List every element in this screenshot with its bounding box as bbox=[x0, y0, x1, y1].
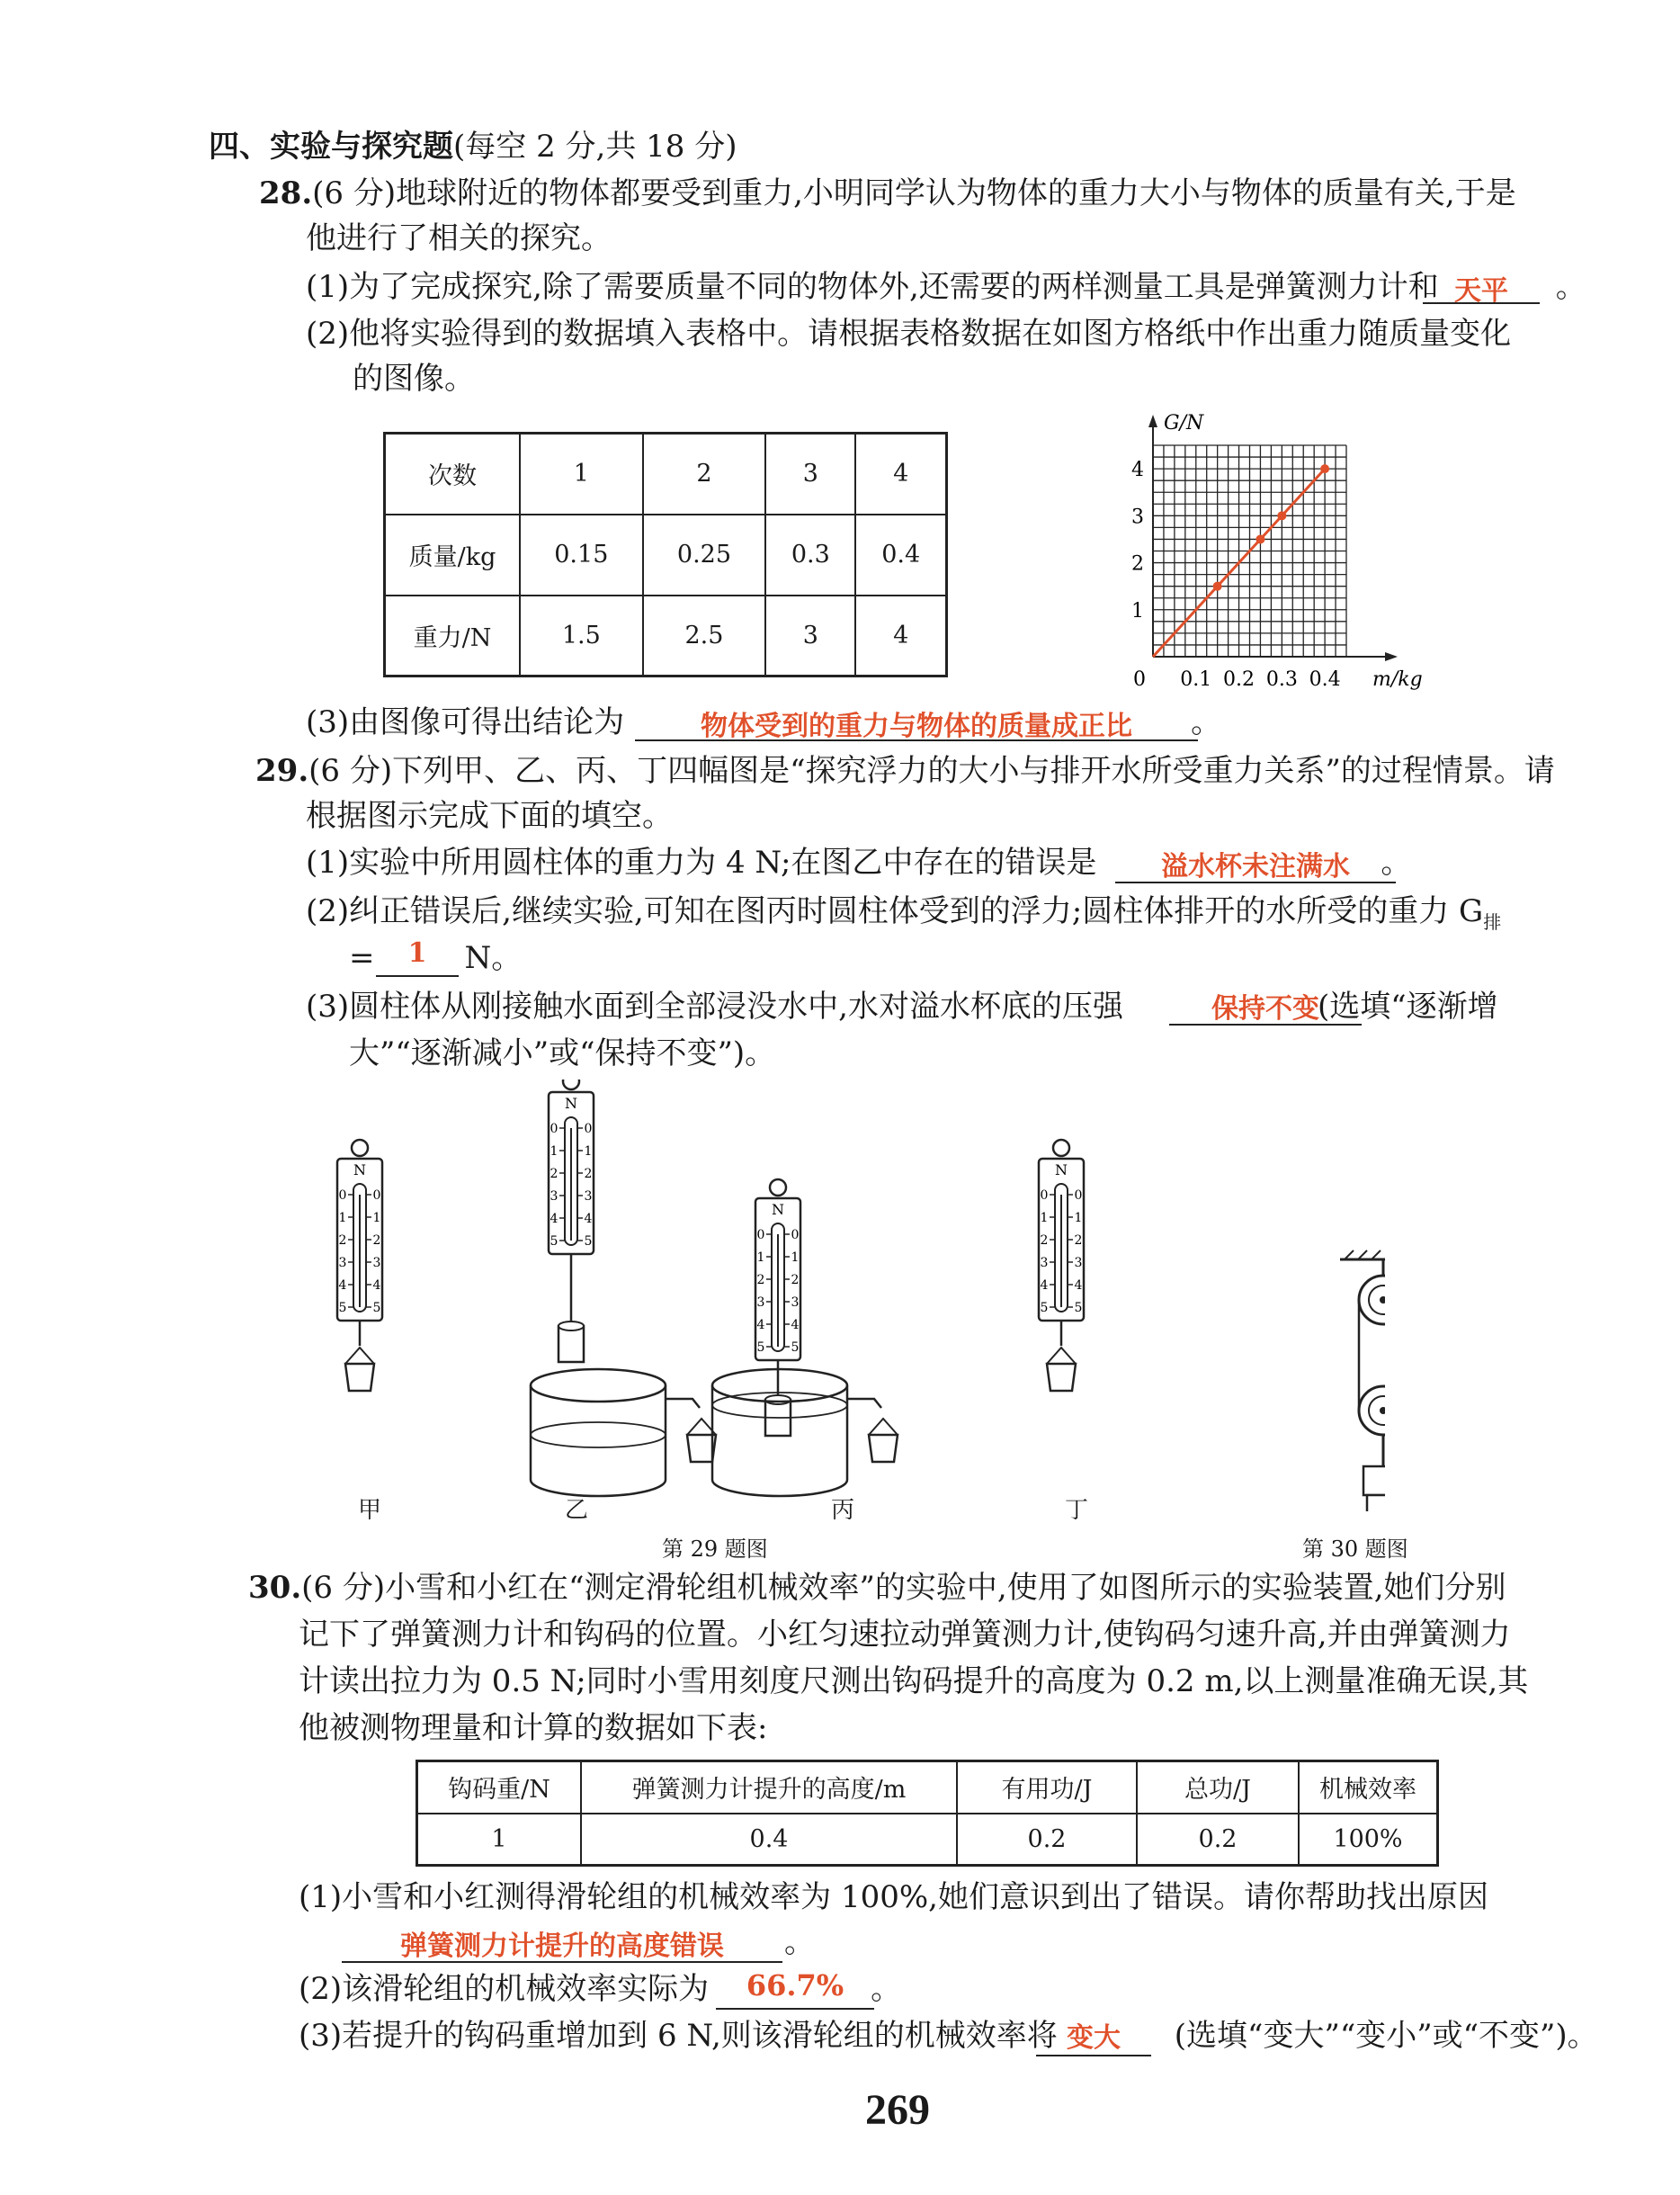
q28-data-table bbox=[383, 432, 948, 677]
scale-number: 0 bbox=[584, 1122, 593, 1136]
q30-val-useful: 0.2 bbox=[957, 1814, 1137, 1866]
scale-number: 2 bbox=[1040, 1233, 1049, 1248]
scale-number: 3 bbox=[338, 1256, 347, 1270]
overflow-cup-bing bbox=[712, 1369, 898, 1496]
q30-part2-text: (2)该滑轮组的机械效率实际为 bbox=[299, 1971, 710, 2007]
q29-number: 29. bbox=[255, 753, 309, 789]
label-bing: 丙 bbox=[831, 1497, 855, 1524]
scale-number: 3 bbox=[756, 1295, 765, 1310]
y-axis-label: G/N bbox=[1164, 412, 1204, 435]
scale-number: 4 bbox=[791, 1318, 800, 1332]
q30-val-weight: 1 bbox=[417, 1814, 582, 1866]
q30-stem-line3: 计读出拉力为 0.5 N;同时小雪用刻度尺测出钩码提升的高度为 0.2 m,以上测量准确无误,其 bbox=[299, 1663, 1529, 1699]
q30-part3 bbox=[299, 2013, 1598, 2058]
scale-number: 4 bbox=[584, 1212, 593, 1226]
q30-val-height: 0.4 bbox=[581, 1814, 957, 1866]
q28-answer3: 物体受到的重力与物体的质量成正比 bbox=[701, 711, 1132, 742]
q28-part1 bbox=[306, 264, 1586, 309]
scale-number: 5 bbox=[584, 1234, 593, 1249]
q29-stem1: (6 分)下列甲、乙、丙、丁四幅图是“探究浮力的大小与排开水所受重力关系”的过程情景。请 bbox=[308, 753, 1555, 789]
q28-chart bbox=[1115, 409, 1439, 697]
x-tick-label: 0.1 bbox=[1180, 668, 1212, 691]
q30-th-useful: 有用功/J bbox=[957, 1761, 1137, 1814]
scale-number: 4 bbox=[372, 1278, 381, 1293]
scale-number: 0 bbox=[338, 1188, 347, 1203]
q30-stem-line1 bbox=[248, 1565, 1506, 1610]
q30-val-total: 0.2 bbox=[1137, 1814, 1299, 1866]
q28-mass-2: 0.25 bbox=[643, 515, 766, 596]
scale-ding bbox=[1039, 1140, 1084, 1391]
q30-part3-text: (3)若提升的钩码重增加到 6 N,则该滑轮组的机械效率将 bbox=[299, 2018, 1058, 2054]
scale-number: 1 bbox=[791, 1250, 800, 1265]
scale-number: 3 bbox=[372, 1256, 381, 1270]
q28-part3-text: (3)由图像可得出结论为 bbox=[306, 704, 625, 740]
q28-th-count: 次数 bbox=[385, 434, 521, 515]
scale-number: 0 bbox=[1040, 1188, 1049, 1203]
q28-part1-text: (1)为了完成探究,除了需要质量不同的物体外,还需要的两样测量工具是弹簧测力计和 bbox=[306, 269, 1439, 305]
y-axis-arrow bbox=[1148, 415, 1157, 427]
section-heading bbox=[209, 124, 737, 169]
scale-number: 4 bbox=[338, 1278, 347, 1293]
q29-part1-text: (1)实验中所用圆柱体的重力为 4 N;在图乙中存在的错误是 bbox=[306, 845, 1097, 881]
scale-number: 5 bbox=[550, 1234, 559, 1249]
q30-stem1: (6 分)小雪和小红在“测定滑轮组机械效率”的实验中,使用了如图所示的实验装置,她们分别 bbox=[301, 1570, 1506, 1606]
scale-number: 2 bbox=[550, 1167, 559, 1181]
q29-answer2-line bbox=[376, 975, 459, 977]
scale-jia-n: N bbox=[353, 1161, 366, 1178]
data-point bbox=[1320, 464, 1329, 473]
x-axis-label: m/kg bbox=[1372, 668, 1423, 691]
q28-mass-4: 0.4 bbox=[855, 515, 946, 596]
scale-number: 3 bbox=[550, 1189, 559, 1204]
section-score: (每空 2 分,共 18 分) bbox=[453, 129, 737, 165]
data-point bbox=[1256, 534, 1264, 543]
q28-answer1: 天平 bbox=[1454, 275, 1508, 307]
q29-part2-sub: 排 bbox=[1483, 910, 1502, 933]
scale-number: 2 bbox=[756, 1273, 765, 1287]
q29-part3-end: (选填“逐渐增 bbox=[1317, 989, 1498, 1025]
q29-answer1: 溢水杯未注满水 bbox=[1161, 851, 1350, 882]
scale-number: 1 bbox=[1074, 1211, 1083, 1225]
q29-answer3: 保持不变 bbox=[1211, 993, 1319, 1025]
scale-number: 5 bbox=[791, 1340, 800, 1355]
q30-number: 30. bbox=[248, 1570, 302, 1606]
scale-number: 4 bbox=[756, 1318, 765, 1332]
q30-answer3: 变大 bbox=[1067, 2022, 1121, 2054]
q28-stem1: (6 分)地球附近的物体都要受到重力,小明同学认为物体的重力大小与物体的质量有关,于是 bbox=[312, 175, 1516, 211]
q30-part1-end: 。 bbox=[784, 1924, 815, 1960]
q28-number: 28. bbox=[259, 175, 313, 211]
q30-val-efficiency: 100% bbox=[1299, 1814, 1438, 1866]
scale-yi bbox=[549, 1080, 594, 1362]
q30-caption: 第 30 题图 bbox=[1302, 1536, 1408, 1562]
q28-part2-line1: (2)他将实验得到的数据填入表格中。请根据表格数据在如图方格纸中作出重力随质量变化 bbox=[306, 316, 1512, 352]
q28-weight-1: 1.5 bbox=[520, 596, 643, 676]
scale-number: 1 bbox=[756, 1250, 765, 1265]
q29-figure bbox=[306, 1080, 1385, 1511]
scale-number: 1 bbox=[1040, 1211, 1049, 1225]
scale-number: 5 bbox=[338, 1301, 347, 1315]
q28-mass-1: 0.15 bbox=[520, 515, 643, 596]
y-tick-label: 4 bbox=[1131, 459, 1144, 482]
q28-weight-4: 4 bbox=[855, 596, 946, 676]
q30-part2-end: 。 bbox=[871, 1971, 902, 2007]
scale-number: 2 bbox=[338, 1233, 347, 1248]
q29-part3-line2: 大”“逐渐减小”或“保持不变”)。 bbox=[349, 1035, 776, 1071]
q30-answer2: 66.7% bbox=[746, 1968, 844, 2002]
q30-answer2-line bbox=[716, 2008, 874, 2010]
q30-answer1: 弹簧测力计提升的高度错误 bbox=[400, 1931, 724, 1962]
x-tick-label: 0.4 bbox=[1309, 668, 1341, 691]
scale-number: 3 bbox=[1040, 1256, 1049, 1270]
q29-stem-line2: 根据图示完成下面的填空。 bbox=[306, 798, 673, 834]
q28-part2-line2: 的图像。 bbox=[353, 361, 475, 397]
data-point bbox=[1277, 511, 1286, 520]
scale-jia bbox=[337, 1140, 382, 1391]
x-tick-label: 0.3 bbox=[1265, 668, 1298, 691]
q28-weight-3: 3 bbox=[765, 596, 855, 676]
q28-th-2: 2 bbox=[643, 434, 766, 515]
scale-number: 0 bbox=[550, 1122, 559, 1136]
q28-th-4: 4 bbox=[855, 434, 946, 515]
scale-number: 5 bbox=[1040, 1301, 1049, 1315]
overflow-cup-yi bbox=[531, 1369, 716, 1496]
q28-stem-line2: 他进行了相关的探究。 bbox=[306, 220, 612, 256]
data-point bbox=[1213, 582, 1222, 591]
scale-number: 0 bbox=[791, 1228, 800, 1242]
q28-weight-2: 2.5 bbox=[643, 596, 766, 676]
q30-th-total: 总功/J bbox=[1137, 1761, 1299, 1814]
q28-part1-end: 。 bbox=[1555, 269, 1586, 305]
y-tick-label: 2 bbox=[1131, 552, 1144, 576]
label-yi: 乙 bbox=[565, 1497, 589, 1524]
q28-row-weight-label: 重力/N bbox=[385, 596, 521, 676]
q30-stem-line2: 记下了弹簧测力计和钩码的位置。小红匀速拉动弹簧测力计,使钩码匀速升高,并由弹簧测力 bbox=[299, 1617, 1511, 1653]
q29-caption: 第 29 题图 bbox=[662, 1536, 768, 1562]
scale-number: 1 bbox=[550, 1144, 559, 1159]
scale-number: 1 bbox=[584, 1144, 593, 1159]
q29-part1-end: 。 bbox=[1381, 845, 1412, 881]
scale-number: 0 bbox=[1074, 1188, 1083, 1203]
scale-number: 5 bbox=[372, 1301, 381, 1315]
scale-number: 5 bbox=[1074, 1301, 1083, 1315]
scale-number: 4 bbox=[1074, 1278, 1083, 1293]
q30-part3-end: (选填“变大”“变小”或“不变”)。 bbox=[1174, 2018, 1598, 2054]
y-tick-label: 1 bbox=[1131, 599, 1144, 623]
scale-number: 2 bbox=[584, 1167, 593, 1181]
scale-number: 3 bbox=[584, 1189, 593, 1204]
scale-number: 2 bbox=[791, 1273, 800, 1287]
q30-stem-line4: 他被测物理量和计算的数据如下表: bbox=[299, 1710, 768, 1746]
q29-part2-eq: = bbox=[349, 940, 375, 976]
scale-number: 3 bbox=[1074, 1256, 1083, 1270]
q28-th-1: 1 bbox=[520, 434, 643, 515]
q28-th-3: 3 bbox=[765, 434, 855, 515]
label-jia: 甲 bbox=[358, 1497, 382, 1524]
x-axis-arrow bbox=[1385, 652, 1398, 661]
q28-row-mass-label: 质量/kg bbox=[385, 515, 521, 596]
scale-number: 0 bbox=[372, 1188, 381, 1203]
section-title: 四、实验与探究题 bbox=[209, 129, 453, 165]
scale-number: 5 bbox=[756, 1340, 765, 1355]
scale-number: 2 bbox=[372, 1233, 381, 1248]
scale-ding-n: N bbox=[1055, 1161, 1068, 1178]
q30-th-efficiency: 机械效率 bbox=[1299, 1761, 1438, 1814]
y-tick-label: 3 bbox=[1131, 506, 1144, 529]
page-number: 269 bbox=[865, 2086, 930, 2134]
scale-number: 2 bbox=[1074, 1233, 1083, 1248]
q29-answer2: 1 bbox=[407, 937, 427, 969]
q30-answer3-line bbox=[1036, 2055, 1151, 2056]
pulley-system bbox=[1340, 1250, 1385, 1511]
q30-part1-line1: (1)小雪和小红测得滑轮组的机械效率为 100%,她们意识到出了错误。请你帮助找出原因 bbox=[299, 1879, 1488, 1915]
label-ding: 丁 bbox=[1065, 1497, 1089, 1524]
x-tick-label: 0.2 bbox=[1223, 668, 1256, 691]
q28-mass-3: 0.3 bbox=[765, 515, 855, 596]
origin-label: 0 bbox=[1133, 668, 1146, 691]
q29-part2-text: (2)纠正错误后,继续实验,可知在图丙时圆柱体受到的浮力;圆柱体排开的水所受的重力 G bbox=[306, 893, 1484, 929]
q30-th-weight: 钩码重/N bbox=[417, 1761, 582, 1814]
scale-number: 3 bbox=[791, 1295, 800, 1310]
scale-bing-n: N bbox=[772, 1201, 784, 1218]
q30-th-height: 弹簧测力计提升的高度/m bbox=[581, 1761, 957, 1814]
scale-number: 1 bbox=[338, 1211, 347, 1225]
scale-bing bbox=[755, 1179, 800, 1436]
q28-stem-line1 bbox=[259, 171, 1516, 216]
q29-part3-text: (3)圆柱体从刚接触水面到全部浸没水中,水对溢水杯底的压强 bbox=[306, 989, 1123, 1025]
q30-data-table bbox=[416, 1760, 1439, 1867]
scale-number: 4 bbox=[550, 1212, 559, 1226]
scale-yi-n: N bbox=[565, 1095, 577, 1112]
scale-number: 4 bbox=[1040, 1278, 1049, 1293]
scale-number: 1 bbox=[372, 1211, 381, 1225]
q29-part2-unit: N。 bbox=[464, 940, 523, 976]
q28-part3-end: 。 bbox=[1191, 704, 1222, 740]
scale-number: 0 bbox=[756, 1228, 765, 1242]
q29-stem-line1 bbox=[255, 748, 1555, 793]
